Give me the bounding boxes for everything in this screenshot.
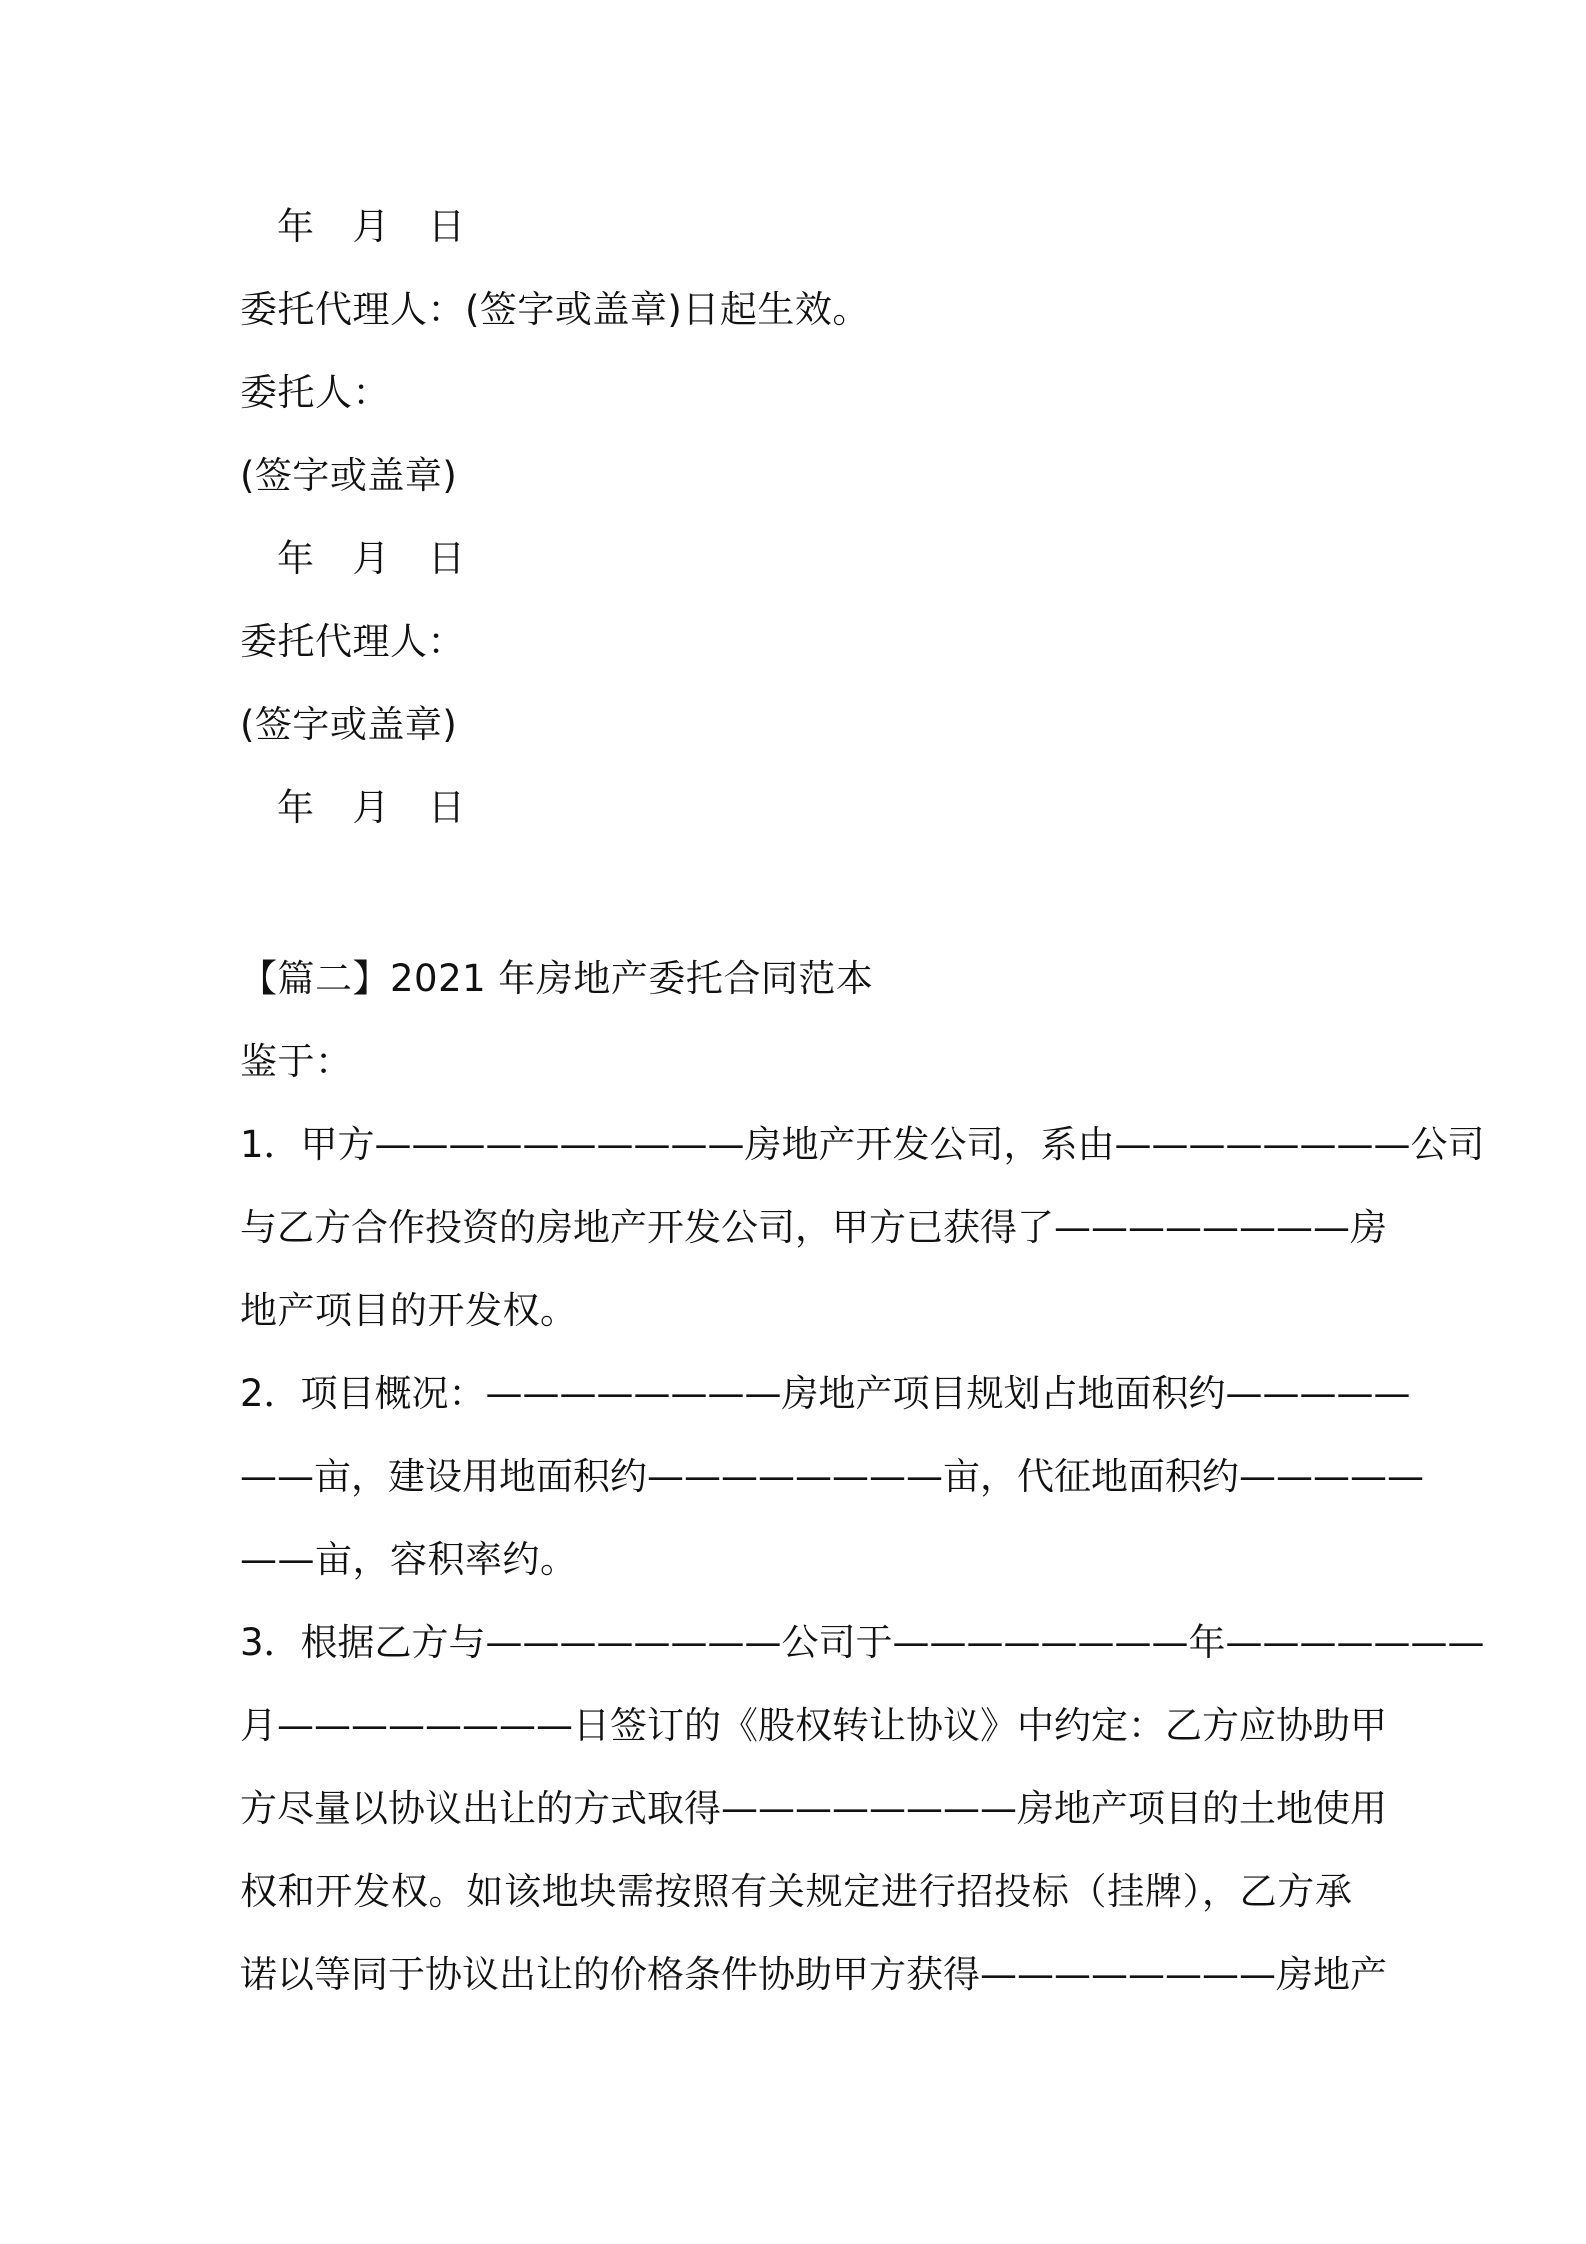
signature-line: (签字或盖章)	[240, 703, 458, 746]
date-line	[277, 783, 466, 833]
paragraph-line: ——亩，建设用地面积约————————亩，代征地面积约—————	[240, 1455, 1424, 1498]
day-label: 日	[428, 537, 466, 580]
section-title: 【篇二】2021 年房地产委托合同范本	[240, 957, 874, 1000]
day-label: 日	[428, 786, 466, 829]
year-label: 年	[277, 205, 315, 248]
paragraph-line: 1．甲方——————————房地产开发公司，系由————————公司	[240, 1123, 1485, 1166]
delegate-line: 委托代理人：	[240, 620, 465, 663]
date-line	[277, 202, 466, 252]
paragraph-line: 2．项目概况：————————房地产项目规划占地面积约—————	[240, 1372, 1411, 1415]
principal-line: 委托人：	[240, 371, 390, 414]
signature-line: (签字或盖章)	[240, 454, 458, 497]
paragraph-line: 月————————日签订的《股权转让协议》中约定：乙方应协助甲	[240, 1704, 1387, 1747]
day-label: 日	[428, 205, 466, 248]
paragraph-line: 3．根据乙方与————————公司于————————年———————	[240, 1621, 1485, 1664]
month-label: 月	[352, 786, 390, 829]
whereas-label: 鉴于：	[240, 1040, 353, 1083]
date-line	[277, 534, 466, 584]
delegate-effective-line: 委托代理人：(签字或盖章)日起生效。	[240, 288, 870, 331]
paragraph-line: 地产项目的开发权。	[240, 1289, 578, 1332]
paragraph-line: ——亩，容积率约。	[240, 1538, 578, 1581]
paragraph-line: 诺以等同于协议出让的价格条件协助甲方获得————————房地产	[240, 1953, 1387, 1996]
paragraph-line: 与乙方合作投资的房地产开发公司，甲方已获得了————————房	[240, 1206, 1387, 1249]
month-label: 月	[352, 205, 390, 248]
paragraph-line: 方尽量以协议出让的方式取得————————房地产项目的土地使用	[240, 1787, 1387, 1830]
month-label: 月	[352, 537, 390, 580]
year-label: 年	[277, 786, 315, 829]
paragraph-line: 权和开发权。如该地块需按照有关规定进行招投标（挂牌），乙方承	[240, 1870, 1352, 1913]
year-label: 年	[277, 537, 315, 580]
